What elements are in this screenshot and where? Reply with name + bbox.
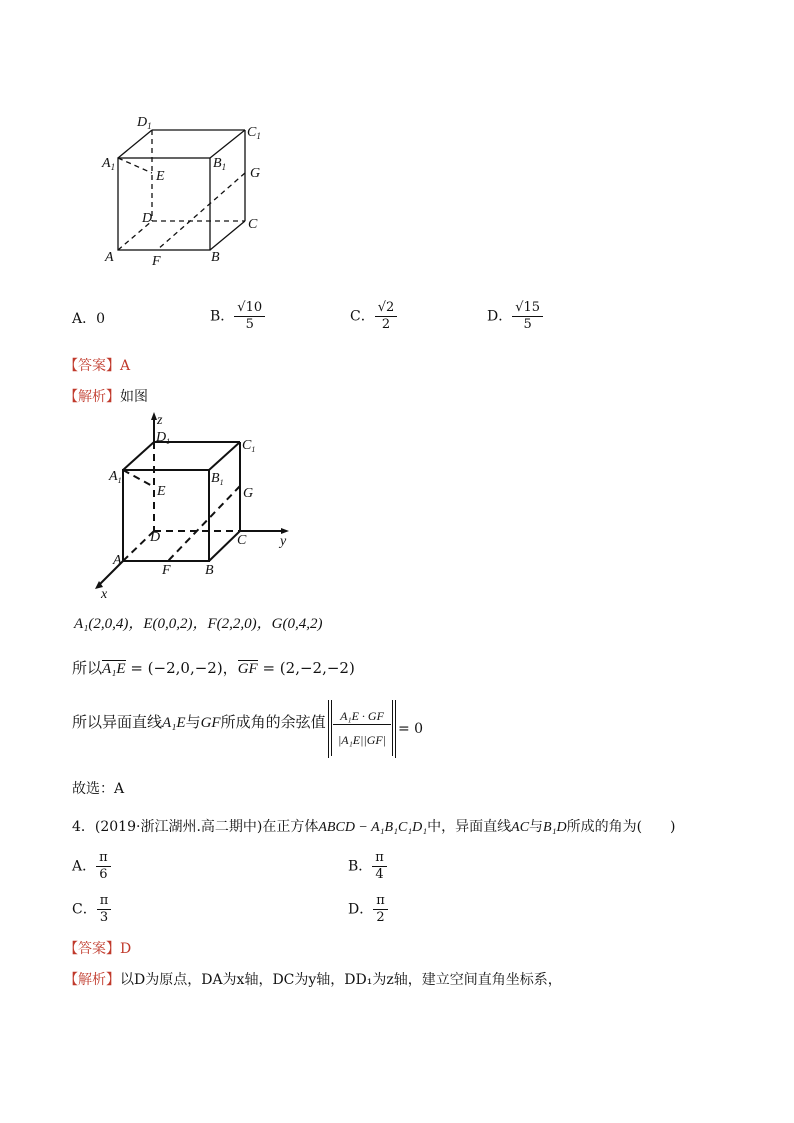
label-a1: $A_1$ [109, 469, 122, 485]
cosine-result: = 0 [398, 721, 424, 737]
option-fraction: $\frac{\pi}{4}$ [372, 850, 387, 883]
label-a1: $A_1$ [102, 156, 116, 172]
option-letter: B． [348, 858, 373, 875]
answer-3: 【答案】A [64, 358, 131, 374]
label-d: D [150, 530, 161, 545]
label-g: G [243, 486, 254, 501]
cube-figure-1 [95, 110, 285, 275]
option-fraction: $\frac{√15}{5}$ [512, 300, 543, 333]
option-fraction: $\frac{√2}{2}$ [375, 300, 398, 333]
choose-3: 故选：A [72, 781, 125, 797]
option-letter: A． [72, 858, 97, 875]
label-g: G [250, 166, 261, 181]
vector-line: 所以 A₁E = (−2,0,−2)， GF = (2,−2,−2) [72, 659, 355, 677]
q3-option-b[interactable] [210, 300, 265, 333]
option-value: 0 [96, 311, 106, 327]
label-f: F [162, 563, 171, 578]
label-d1: $D_1$ [137, 115, 152, 131]
label-c1: $C_1$ [247, 125, 261, 141]
axis-y-label: y [280, 534, 287, 549]
label-c: C [237, 533, 247, 548]
option-fraction: $\frac{√10}{5}$ [234, 300, 265, 333]
cosine-fraction: A₁E · GF |A₁E||GF| [328, 700, 396, 758]
option-letter: B． [210, 308, 235, 325]
label-e: E [157, 484, 166, 499]
answer-4: 【答案】D [64, 941, 132, 957]
q3-option-c[interactable] [350, 300, 397, 333]
label-b: B [205, 563, 214, 578]
question-4: 4．(2019·浙江湖州.高二期中)在正方体ABCD − A₁B₁C₁D₁中，异面直线AC与B₁D所成的角为( ) [72, 819, 676, 835]
axis-x-label: x [101, 587, 108, 602]
q3-option-d[interactable] [487, 300, 543, 333]
coordinates-line: A₁(2,0,4)，E(0,0,2)，F(2,2,0)，G(0,4,2) [74, 616, 323, 632]
option-fraction: $\frac{\pi}{2}$ [373, 893, 388, 926]
q4-option-b[interactable] [348, 850, 387, 883]
label-b1: $B_1$ [213, 156, 227, 172]
label-b: B [211, 250, 220, 265]
label-c: C [248, 217, 258, 232]
option-fraction: $\frac{\pi}{6}$ [96, 850, 111, 883]
q4-option-d[interactable] [348, 893, 388, 926]
label-a: A [113, 553, 122, 568]
option-fraction: $\frac{\pi}{3}$ [97, 893, 112, 926]
cube-figure-2 [90, 412, 300, 604]
label-d: D [142, 211, 153, 226]
axis-z-label: z [157, 413, 163, 428]
label-e: E [156, 169, 165, 184]
option-letter: D． [348, 901, 374, 918]
q4-option-c[interactable] [72, 893, 111, 926]
option-letter: A． [72, 311, 97, 327]
q3-option-a[interactable] [72, 310, 105, 328]
option-letter: C． [350, 308, 375, 325]
option-letter: D． [487, 308, 513, 325]
label-f: F [152, 254, 161, 269]
analysis-3: 【解析】如图 [64, 389, 148, 405]
label-b1: $B_1$ [211, 471, 224, 487]
label-a: A [105, 250, 114, 265]
label-c1: $C_1$ [242, 438, 256, 454]
label-d1: $D_1$ [156, 430, 171, 446]
option-letter: C． [72, 901, 97, 918]
analysis-4: 【解析】以D为原点，DA为x轴，DC为y轴，DD₁为z轴，建立空间直角坐标系， [64, 972, 562, 988]
cosine-line: 所以异面直线A₁E与GF所成角的余弦值 [72, 713, 326, 731]
q4-option-a[interactable] [72, 850, 111, 883]
